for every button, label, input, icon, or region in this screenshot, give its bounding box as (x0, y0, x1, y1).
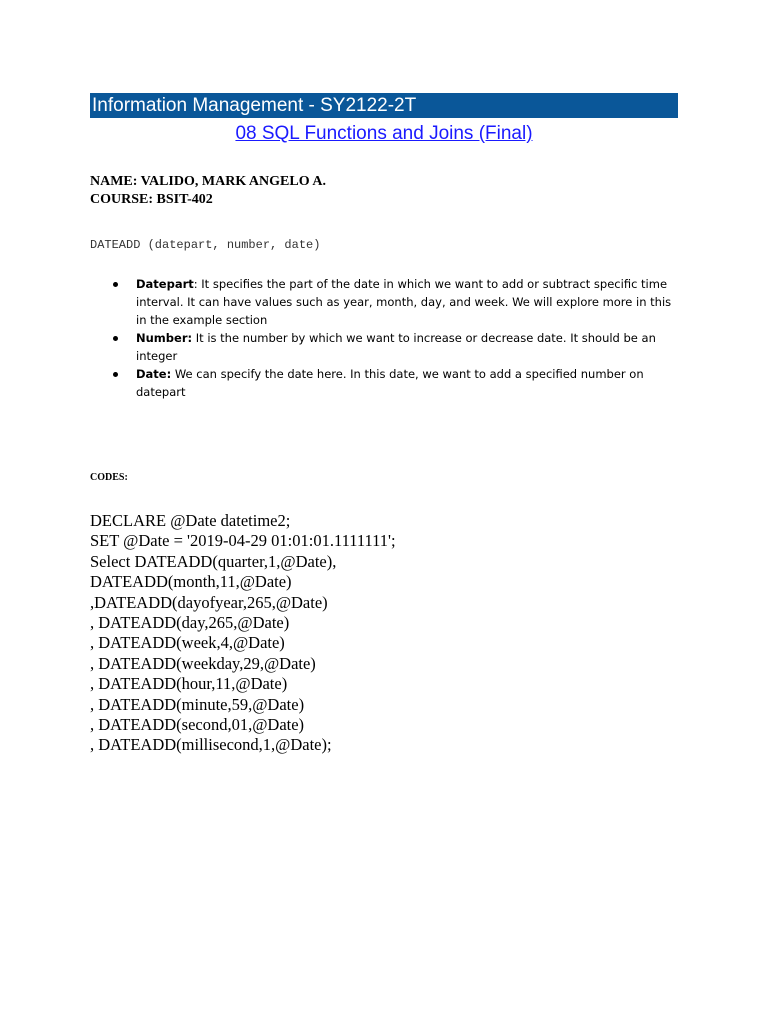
student-course: COURSE: BSIT-402 (90, 192, 213, 207)
bullet-icon (113, 336, 118, 341)
parameter-description: It is the number by which we want to increase or decrease date. It should be an integer (136, 331, 656, 363)
code-line: ,DATEADD(dayofyear,265,@Date) (90, 592, 328, 612)
parameter-term: Date: (136, 367, 172, 381)
parameter-item-number (112, 329, 672, 365)
code-line: , DATEADD(millisecond,1,@Date); (90, 735, 332, 755)
code-line: SET @Date = '2019-04-29 01:01:01.1111111'; (90, 531, 396, 551)
parameter-item-datepart (112, 275, 672, 329)
code-line: Select DATEADD(quarter,1,@Date), (90, 551, 337, 571)
bullet-icon (113, 282, 118, 287)
code-line: , DATEADD(second,01,@Date) (90, 715, 305, 735)
parameter-term: Datepart (136, 277, 194, 291)
code-line: , DATEADD(hour,11,@Date) (90, 674, 288, 694)
code-line: DATEADD(month,11,@Date) (90, 572, 292, 592)
codes-heading: CODES: (90, 472, 128, 483)
code-line: DECLARE @Date datetime2; (90, 511, 291, 530)
parameter-description: We can specify the date here. In this date, we want to add a specified number on datepart (136, 367, 644, 399)
title-banner (90, 93, 678, 118)
student-name: NAME: VALIDO, MARK ANGELO A. (90, 174, 326, 189)
code-line: , DATEADD(minute,59,@Date) (90, 694, 305, 714)
parameter-description: : It specifies the part of the date in which we want to add or subtract specific time interval. It can have values such as year, month, day, and week. We will explore more in this in the example section (136, 277, 672, 327)
code-line: , DATEADD(day,265,@Date) (90, 613, 290, 633)
sql-code-block (90, 511, 396, 756)
code-line: , DATEADD(week,4,@Date) (90, 633, 285, 653)
dateadd-syntax: DATEADD (datepart, number, date) (90, 238, 321, 252)
bullet-icon (113, 372, 118, 377)
document-subtitle: 08 SQL Functions and Joins (Final) (235, 123, 533, 144)
parameter-list (112, 275, 672, 401)
banner-title: Information Management - SY2122-2T (92, 95, 417, 116)
parameter-item-date (112, 365, 672, 401)
code-line: , DATEADD(weekday,29,@Date) (90, 653, 316, 673)
parameter-term: Number: (136, 331, 193, 345)
